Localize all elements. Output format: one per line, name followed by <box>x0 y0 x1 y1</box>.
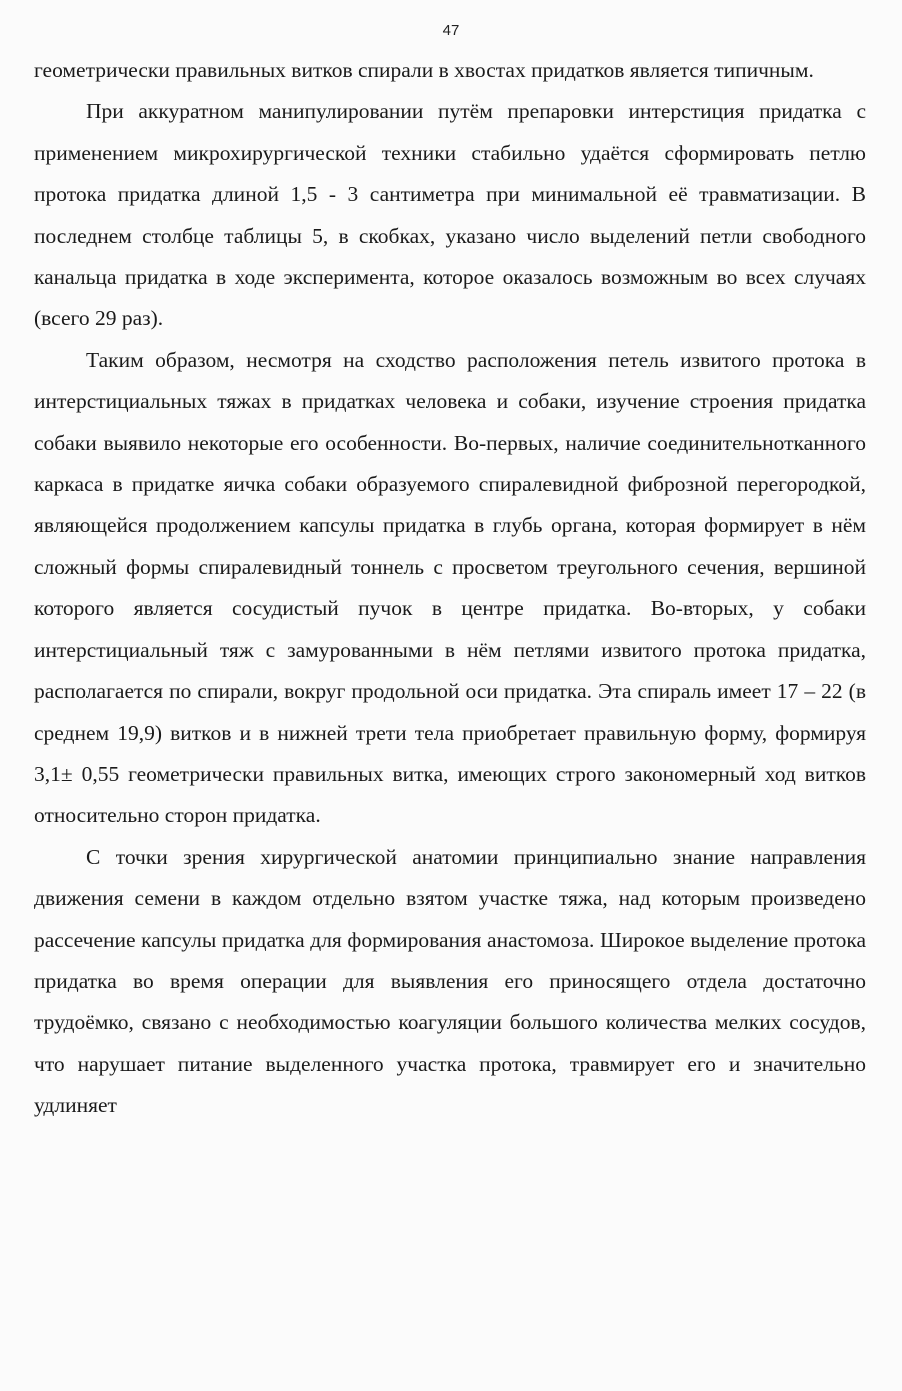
page-number: 47 <box>442 22 460 39</box>
paragraph-1: геометрически правильных витков спирали в хвостах придатков является типичным. <box>34 58 814 82</box>
body-text <box>34 50 866 1127</box>
paragraph-4: С точки зрения хирургической анатомии принципиально знание направления движения семени в каждом отдельно взятом участке тяжа, над которым произведено рассечение капсулы придатка для формирования анастомоза. Широкое выделение протока придатка во время операции для выявления его приносящего отдела достаточно трудоёмко, связано с необходимостью коагуляции большого количества мелких сосудов, что нарушает питание выделенного участка протока, травмирует его и значительно удлиняет <box>34 844 866 1118</box>
paragraph-3: Таким образом, несмотря на сходство расположения петель извитого протока в интерстициальных тяжах в придатках человека и собаки, изучение строения придатка собаки выявило некоторые его особенности. Во-первых, наличие соединительнотканного каркаса в придатке яичка собаки образуемого спиралевидной фиброзной перегородкой, являющейся продолжением капсулы придатка в глубь органа, которая формирует в нём сложный формы спиралевидный тоннель с просветом треугольного сечения, вершиной которого является сосудистый пучок в центре придатка. Во-вторых, у собаки интерстициальный тяж с замурованными в нём петлями извитого протока придатка, располагается по спирали, вокруг продольной оси придатка. Эта спираль имеет 17 – 22 (в среднем 19,9) витков и в нижней трети тела приобретает правильную форму, формируя 3,1± 0,55 геометрически правильных витка, имеющих строго закономерный ход витков относительно сторон придатка. <box>34 347 866 828</box>
paragraph-2: При аккуратном манипулировании путём препаровки интерстиция придатка с применением микрохирургической техники стабильно удаётся сформировать петлю протока придатка длиной 1,5 - 3 сантиметра при минимальной её травматизации. В последнем столбце таблицы 5, в скобках, указано число выделений петли свободного канальца придатка в ходе эксперимента, которое оказалось возможным во всех случаях (всего 29 раз). <box>34 99 866 331</box>
